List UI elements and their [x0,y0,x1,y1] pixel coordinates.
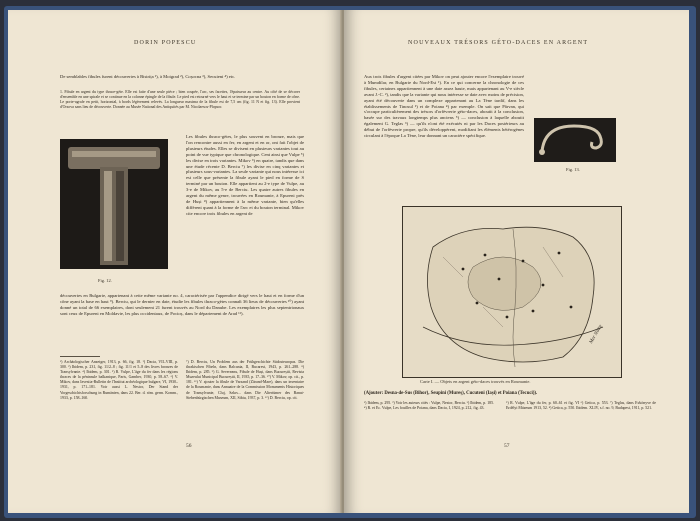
left-page [8,10,342,513]
map-sea-label: Mer Noire [589,324,604,345]
left-page-number: 56 [186,443,192,449]
left-right-column-text: Les fibules thraco-gètes, le plus souvent en bronze, mais que l'on rencontre aussi en fer, en argent et en or, ont fait l'objet de plusieurs études. Elles se divisent en plusieurs variantes tout au point de vue typique que chronologique. Cent ainsi que Vulpe ⁵) les divise en trois variantes. Mikov ⁶) en quatre, tandis que dans une étude récente D. Berciu ⁷) les divise en cinq variantes et plusieurs sous-variantes. La seule variante qui nous intéresse ici est celle que présente la fibule ayant le pied en forme de S terminé par un bouton. Elle appartient au 2-e type de Vulpe, au 3-e de Mikov, au 5-e de Berciu. Les quatre autres fibules en argent du même genre, trouvées en Roumanie, à Epureni près de Huși ⁸) appartiennent à la même variante, bien qu'elles diffèrent quant à la forme de l'arc et du bouton terminal. Mikov cite encore trois fibules en argent de [186,134,304,216]
left-running-header: DORIN POPESCU [134,40,197,46]
right-page-number: 57 [504,443,510,449]
left-figure-note: 1. Fibule en argent du type thrace-gète. Elle est faite d'une seule pièce ; bien coupée, l'arc, ses facettes, l'épaisseur au centre. Au côté de se décorer d'ensemble en une spirale et se continue en la colonne épingle de la fibule. Le pied est retourné vers le haut et se termine par un bouton en forme de cône. Le porte-agrafe en petit, horizontal, à bords légèrement relevés. La longueur maxima de la fibule est de 7,5 cm (fig. 11 N et fig. 13). Elle provient d'Orsova sans lieu de découverte. Donnée au Musée National des Antiquités par M. Nicolaescu-Plopsor. [60,90,300,110]
right-running-header: NOUVEAUX TRÉSORS GÉTO-DACES EN ARGENT [408,40,589,46]
right-column-text: Aux trois fibules d'argent citées par Mikov on peut ajouter encore l'exemplaire trouvé à Mumdilar, en Bulgarie du Nord-Est ¹). En ce qui concerne la chronologie de ces fibules, certaines appartiennent à une date assez haute, mais appartenant au V-e siècle avant J.-C. ²), tandis que la variante qui nous intéresse se date avec moins de précision, ayant été découverte dans un complexe appartenant au La Tène tardif, dans les établissements de Tinosul ³) et de Poiana ⁴) par exemple. On sait que Pârvan, qui s'occupe particulièrement des trésors d'orfèvrerie géto-daces, aboutit à la conclusion, basée sur des travaux longtemps plus anciens ⁵) — conclusion à laquelle aboutit également G. Teglas ⁶) — qu'ils n'ont été exécutés ni par les Daces postérieurs au début de l'orfèvrerie propre, qu'ils développèrent, modifiant les éléments hétérogènes circulant à l'époque La Tène, leur donnant un caractère spécifique. [364,74,524,139]
right-footnotes-col2: ⁵) R. Vulpe, L'âge du fer, p. 60–61 et fig. VI ⁶) Getica, p. 553. ⁷) Teglas, dans Évkönyve de Erdélyi Múzeum 1913, 52. ⁸) Getica, p. 550. Ibidem. XLIV, s.f. no. 9, Budapest, 1911, p. 521. [506,401,656,411]
left-body-text: découvertes en Bulgarie, appartenant à cette même variante no. 4, caractérisée par l'appendice dirigé vers le haut et en forme d'un cône ayant la base en haut ⁹). Berciu, qui le dernier en date, étudie les fibules thraco-gètes connaît 36 lieux de découvertes ¹⁰) ayant donné un total de 66 exemplaires, dont seulement 21 furent trouvés au Nord du Danube. Les exemplaires les plus septentrionaux sont ceux de Epureni en Moldavie, les plus occidentaux, de Pocioș, dans le département de Arad ¹¹). [60,293,304,316]
right-figure-label: Fig. 13. [566,167,580,172]
map-addendum: (Ajouter: Desna-de-Sus (Bihor), Seupini (Mureș), Cucuteni (Iași) et Poiana (Tecuci)). [364,391,538,396]
left-footnotes-col1: ¹) Archäologischer Anzeiger, 1913, p. 66, fig. 18. ²) Dacia, VII–VIII, p. 300. ³) Ibidem, p. 231, fig. 11/2–8 ; fig. 11/1 et 5–8 des livres bronzes de Transylvanie. ⁴) Ibidem, p. 301. ⁵) R. Vulpe, L'âge du fer dans les régions thraces de la péninsule balkanique, Paris, Gamber, 1930, p. 58–67. ⁶) V. Mikov, dans Izvestia-Bulletin de l'Institut archéologique bulgare, VI, 1930–1931, p. 171–181. Voir aussi L. Nestor, Der Stand der Vorgeschichtsforschung in Rumänien, dans 22. Ber. d. röm. germ. Komm., 1933, p. 158–160. [60,360,178,400]
left-figure-label: Fig. 12. [98,278,112,283]
right-footnotes-col1: ¹) Ibidem, p. 295. ²) Voir les auteurs cités : Vulpe, Nestor, Berciu. ³) Ibidem, p. 185. ⁴) R. et Ec. Vulpe, Les fouilles de Poiana, dans Dacia, I, 1924, p. 212, fig. 43. [364,401,494,411]
fibula-photo-fig12 [60,139,168,269]
map-caption: Carte I. — Objets en argent géto-daces trouvés en Roumanie. [420,379,531,384]
right-page [344,10,689,513]
left-intro-paragraph: De semblables fibules furent découvertes à Bistrița ¹), à Moigrad ²), Coșocna ³), Secuieni ⁴) etc. [60,74,236,79]
fibula-photo-fig13 [534,118,616,162]
footnote-divider [60,356,100,357]
left-footnotes-col2: ⁷) D. Berciu, Un Problem aus der Frühgeschichte Südosteuropas. Die thrakischen Fibeln, dans Balcania, II, Bucarest, 1943, p. 261–288. ⁸) Ibidem, p. 285. ⁹) G. Severeanu, Fibule de Huși, dans Bucureștii, Revista Muzeului Municipal Bucureștii, II, 1935, p. 17–36. ¹⁰) V. Mikov, op. cit., p. 181. ¹¹) V. ajouter la fibule de Varsand (Zărand-Mare), dans un inventaire de la Roumanie, dans Annuaire de la Commission Monuments Historiques de Transylvanie, Cluj, Szkrs... dans Die Altertümer des Banat-Siebenbürgischen Museum, XII, Sibiu, 1937, p. 3. ¹²) D. Berciu, op. cit. [186,360,304,400]
map-of-romania [402,206,622,378]
